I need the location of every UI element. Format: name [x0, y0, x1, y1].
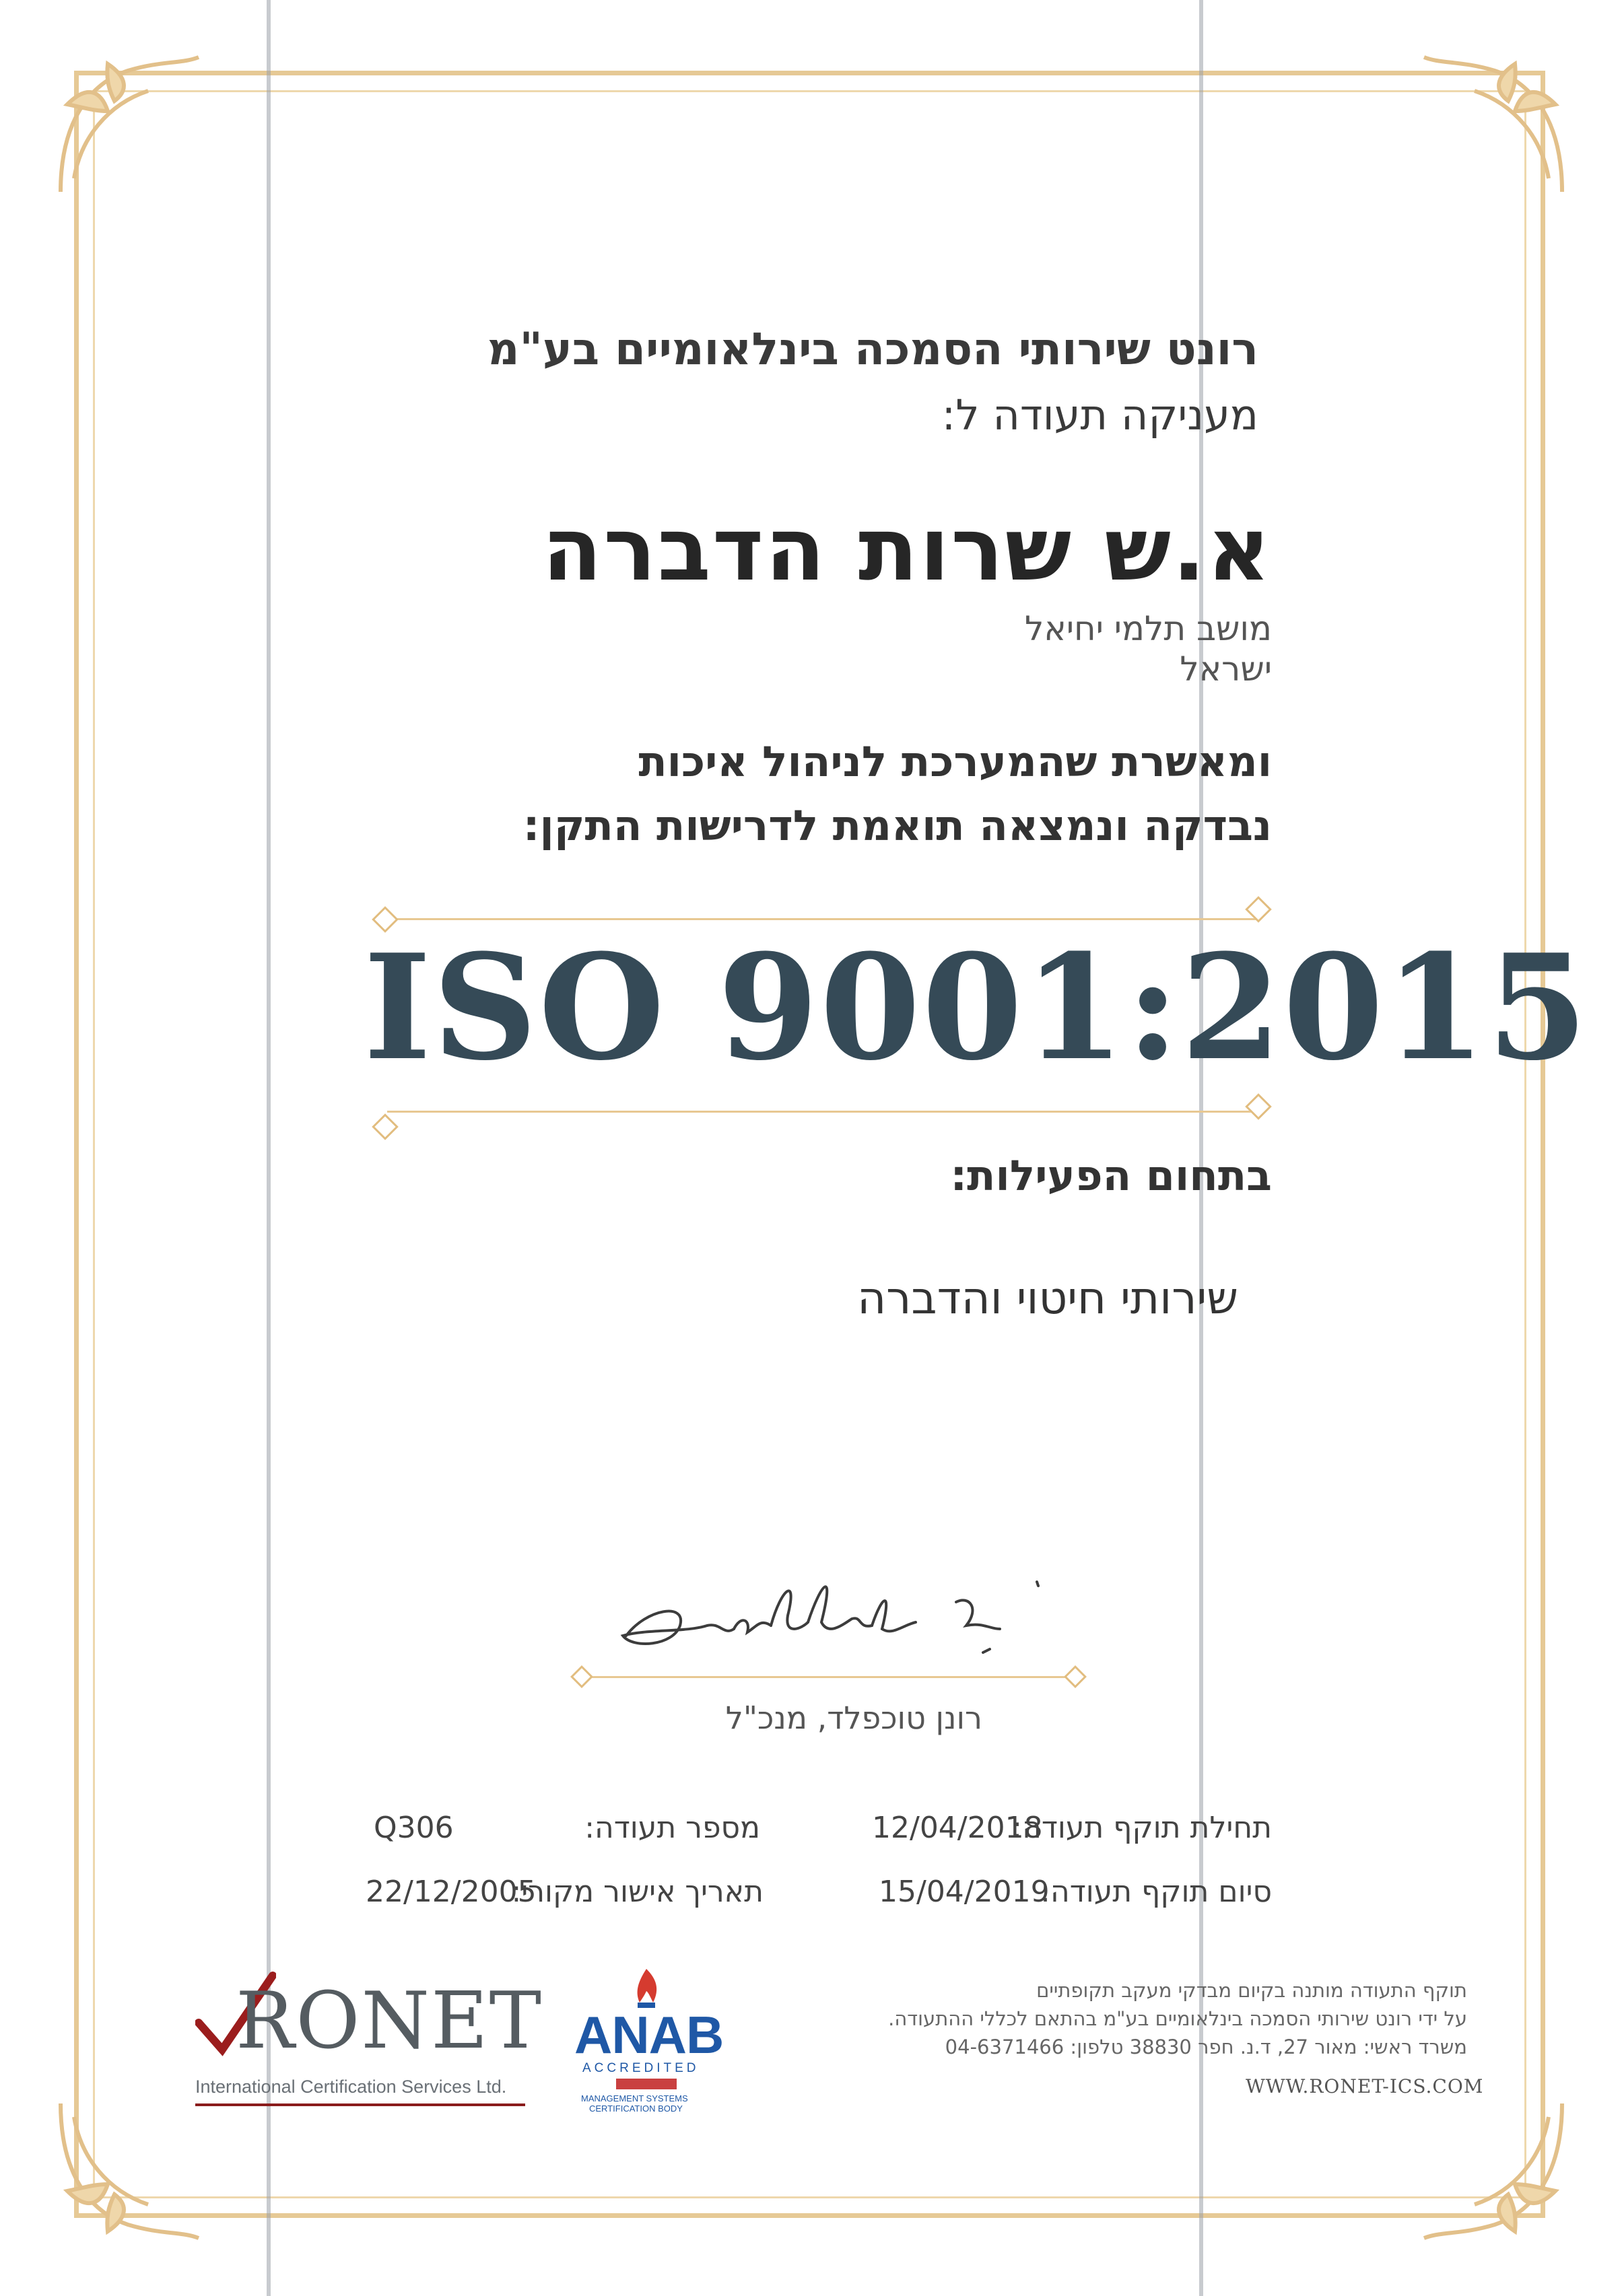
issues-to-text: מעניקה תעודה ל:	[941, 390, 1258, 440]
ornament-corner-top-right-icon	[1414, 44, 1576, 205]
iso-standard-title: ISO 9001:2015	[364, 922, 1590, 1092]
anab-logo	[569, 1965, 737, 2114]
signature-line	[586, 1676, 1071, 1678]
anab-caption-line2: CERTIFICATION BODY	[589, 2103, 683, 2114]
company-address-line2: ישראל	[1180, 650, 1272, 689]
anab-wordmark: ANAB	[574, 2005, 724, 2064]
ronet-logo	[195, 1976, 543, 2114]
handwritten-signature-icon	[606, 1562, 1050, 1683]
validity-end-value: 15/04/2019	[879, 1875, 1050, 1909]
validity-start-value: 12/04/2018	[872, 1811, 1043, 1845]
issuer-name: רונט שירותי הסמכה בינלאומיים בע"מ	[487, 323, 1258, 375]
ornament-corner-bottom-right-icon	[1414, 2090, 1576, 2252]
anab-accredited-text: ACCREDITED	[582, 2061, 700, 2075]
validity-end-label: סיום תוקף תעודה:	[1040, 1875, 1272, 1909]
footer-note-2: על ידי רונט שירותי הסמכה בינלאומיים בע"מ בהתאם לכללי ההתעודה.	[888, 2007, 1467, 2030]
footer-website: WWW.RONET-ICS.COM	[1246, 2075, 1484, 2097]
original-approval-value: 22/12/2005	[366, 1875, 537, 1909]
company-address-line1: מושב תלמי יחיאל	[1025, 609, 1272, 648]
scan-artifact-line-left	[267, 0, 271, 2296]
ornament-corner-top-left-icon	[47, 44, 209, 205]
anab-caption-line1: MANAGEMENT SYSTEMS	[581, 2093, 688, 2103]
scope-label: בתחום הפעילות:	[950, 1151, 1272, 1200]
certificate-frame-inner	[93, 90, 1590, 2198]
scope-value: שירותי חיטוי והדברה	[857, 1272, 1238, 1324]
original-approval-label: תאריך אישור מקורי:	[511, 1875, 764, 1909]
certificate-number-label: מספר תעודה:	[584, 1811, 760, 1845]
confirmation-line2: נבדקה ונמצאה תואמת לדרישות התקן:	[522, 801, 1272, 850]
anab-red-band	[616, 2079, 677, 2089]
ornament-corner-bottom-left-icon	[47, 2090, 209, 2252]
footer-note-1: תוקף התעודה מותנה בקיום מבדקי מעקב תקופתיים	[1036, 1979, 1467, 2002]
footer-note-3: משרד ראשי: מאור 27, ד.נ. חפר 38830 טלפון: 04-6371466	[945, 2036, 1467, 2058]
divider-top	[387, 918, 1256, 920]
validity-start-label: תחילת תוקף תעודה:	[1012, 1811, 1272, 1845]
ronet-wordmark: RONET	[236, 1976, 543, 2066]
confirmation-line1: ומאשרת שהמערכת לניהול איכות	[638, 737, 1272, 786]
certificate-number-value: Q306	[374, 1811, 454, 1845]
ronet-underline	[195, 2103, 525, 2106]
company-name: א.ש שרות הדברה	[542, 498, 1272, 600]
signer-name: רונן טוכפלד, מנכ"ל	[725, 1700, 982, 1736]
divider-bottom	[387, 1111, 1256, 1113]
ronet-subtitle: International Certification Services Ltd.	[195, 2077, 507, 2097]
